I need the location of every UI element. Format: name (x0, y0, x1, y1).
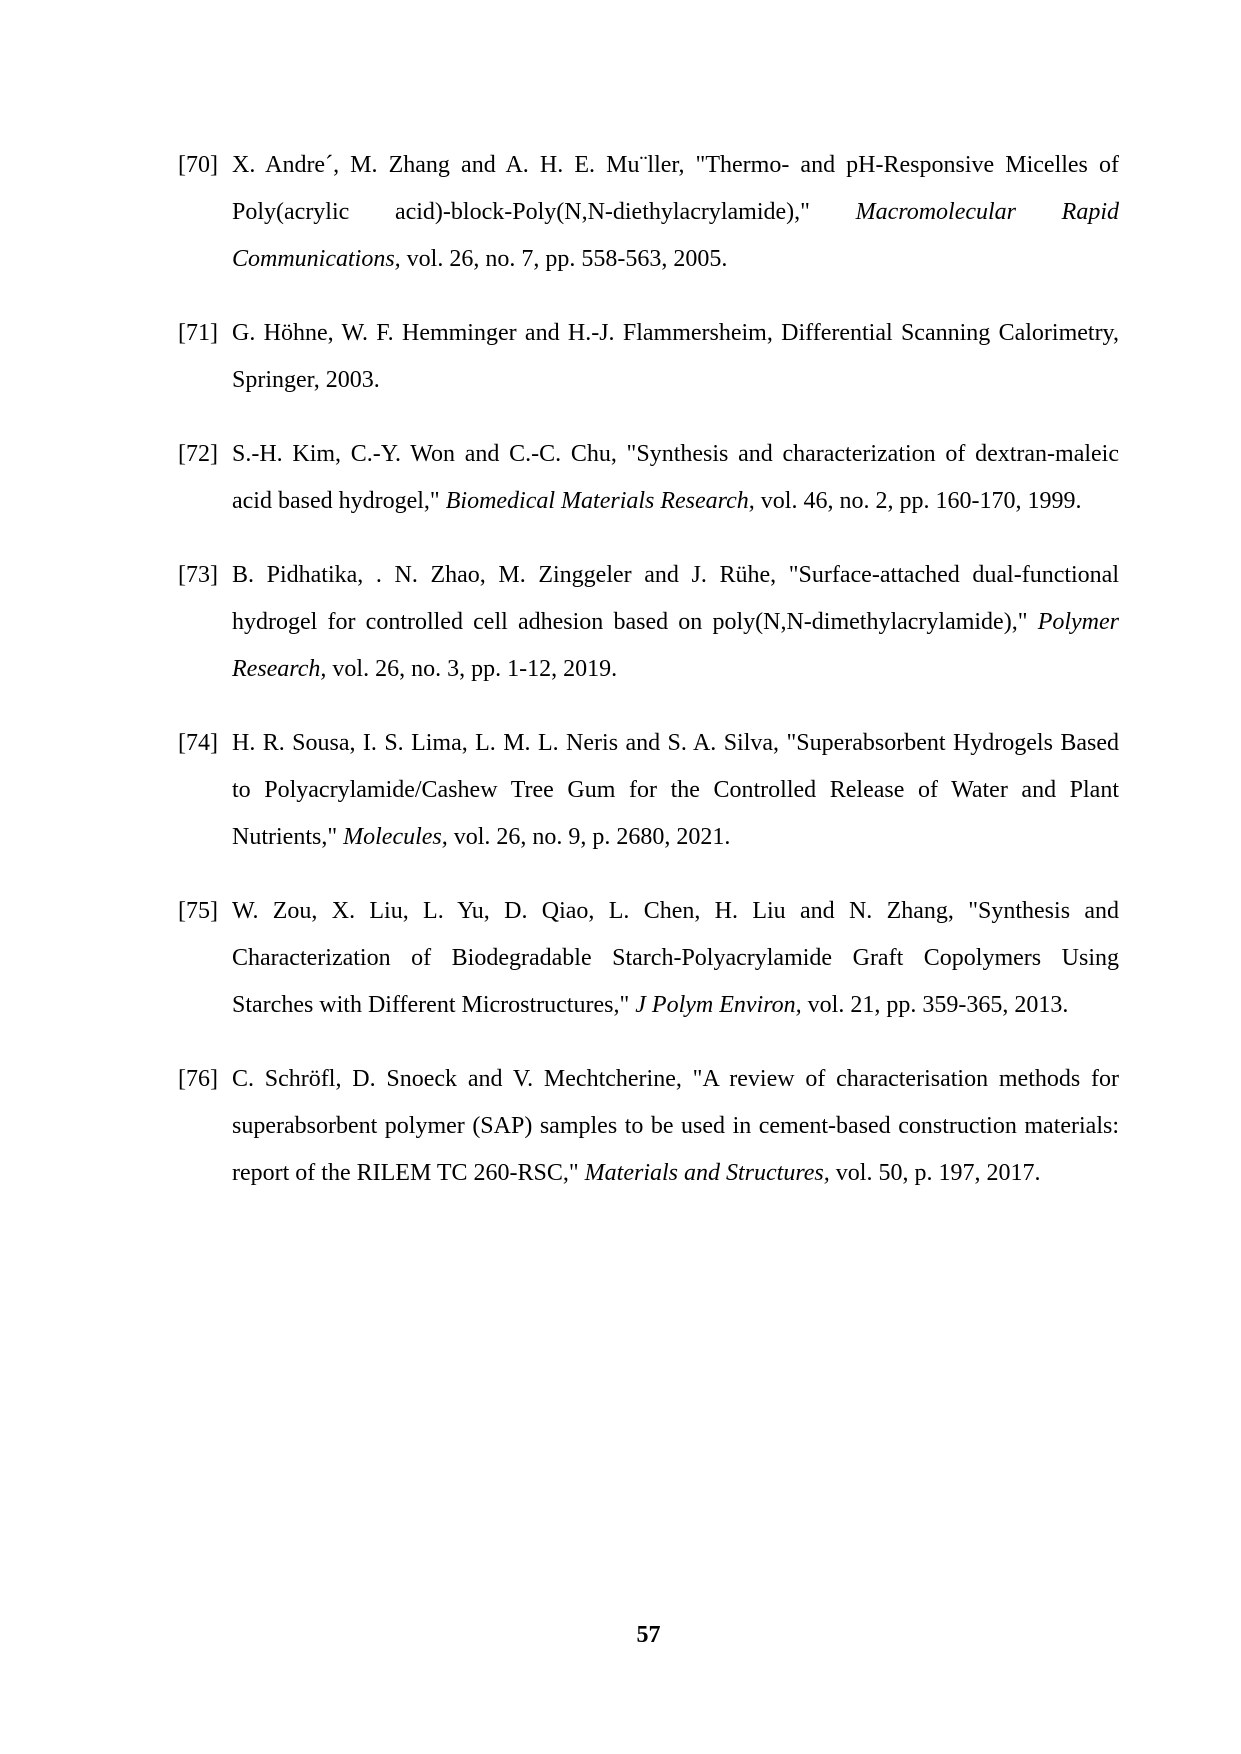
reference-text-segment: Molecules, (343, 824, 448, 850)
reference-text-segment: W. Zou, X. Liu, L. Yu, D. Qiao, L. Chen, H. Liu and N. Zhang, "Synthesis and Characterization of Biodegradable Starch-Polyacrylamide Graft Copolymers Using Starches with Different Microstructures," (232, 898, 1119, 1018)
reference-text-segment: C. Schröfl, D. Snoeck and V. Mechtcherine, "A review of characterisation methods for superabsorbent polymer (SAP) samples to be used in cement-based construction materials: report of the RILEM TC 260-RSC," (232, 1066, 1119, 1186)
reference-label: [73] (178, 562, 218, 588)
references-list (178, 142, 1119, 1224)
reference-text-segment: Biomedical Materials Research, (445, 488, 755, 514)
page-number: 57 (636, 1622, 661, 1648)
reference-text-segment: Materials and Structures, (584, 1160, 830, 1186)
reference-text-segment: vol. 26, no. 3, pp. 1-12, 2019. (326, 656, 618, 682)
reference-entry (178, 142, 1119, 283)
reference-text-segment: Polymer Research, (232, 609, 1119, 682)
reference-text-segment: vol. 26, no. 9, p. 2680, 2021. (447, 824, 731, 850)
reference-label: [74] (178, 730, 218, 756)
reference-label: [70] (178, 152, 218, 178)
reference-text-segment: Macromolecular Rapid Communications, (232, 199, 1120, 272)
reference-entry (178, 310, 1119, 404)
reference-entry (178, 552, 1119, 693)
reference-text-segment: J Polym Environ, (635, 992, 802, 1018)
reference-text-segment: X. Andre´, M. Zhang and A. H. E. Mu¨ller, "Thermo- and pH-Responsive Micelles of Poly(acrylic acid)-block-Poly(N,N-diethylacrylamide)," (232, 152, 1119, 225)
reference-label: [75] (178, 898, 218, 924)
reference-entry (178, 888, 1119, 1029)
reference-text-segment: vol. 26, no. 7, pp. 558-563, 2005. (400, 246, 728, 272)
reference-entry (178, 431, 1119, 525)
reference-label: [72] (178, 441, 218, 467)
reference-text-segment: vol. 21, pp. 359-365, 2013. (801, 992, 1069, 1018)
reference-label: [71] (178, 320, 218, 346)
reference-text-segment: G. Höhne, W. F. Hemminger and H.-J. Flammersheim, Differential Scanning Calorimetry, Springer, 2003. (232, 320, 1119, 393)
reference-text-segment: vol. 46, no. 2, pp. 160-170, 1999. (754, 488, 1082, 514)
reference-text-segment: vol. 50, p. 197, 2017. (829, 1160, 1041, 1186)
reference-text-segment: H. R. Sousa, I. S. Lima, L. M. L. Neris and S. A. Silva, "Superabsorbent Hydrogels Based to Polyacrylamide/Cashew Tree Gum for the Controlled Release of Water and Plant Nutrients," (232, 730, 1119, 850)
reference-entry (178, 1056, 1119, 1197)
reference-text-segment: B. Pidhatika, . N. Zhao, M. Zinggeler and J. Rühe, "Surface-attached dual-functional hydrogel for controlled cell adhesion based on poly(N,N-dimethylacrylamide)," (232, 562, 1119, 635)
reference-text-segment: S.-H. Kim, C.-Y. Won and C.-C. Chu, "Synthesis and characterization of dextran-maleic acid based hydrogel," (232, 441, 1119, 514)
reference-label: [76] (178, 1066, 218, 1092)
reference-entry (178, 720, 1119, 861)
